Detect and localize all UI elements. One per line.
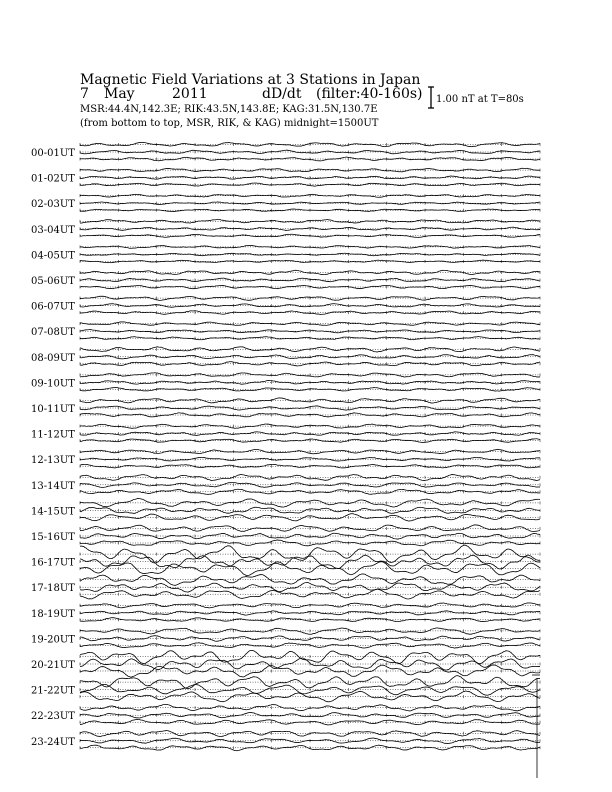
- quantity-label: dD/dt: [262, 86, 302, 102]
- hour-label: 23-24UT: [31, 736, 75, 748]
- hour-label: 14-15UT: [31, 506, 75, 518]
- hour-label: 11-12UT: [31, 429, 75, 441]
- trace-kag: [80, 347, 540, 352]
- hour-label: 03-04UT: [31, 224, 75, 236]
- hour-label: 00-01UT: [31, 148, 75, 159]
- filter-label: (filter:40-160s): [316, 86, 423, 102]
- hour-label: 21-22UT: [31, 685, 75, 697]
- trace-msr: [80, 665, 540, 677]
- trace-rik: [80, 738, 540, 743]
- chart-title: Magnetic Field Variations at 3 Stations in Japan: [80, 72, 421, 88]
- date-year: 2011: [172, 86, 208, 102]
- date-month: May: [104, 86, 135, 102]
- hour-label: 17-18UT: [31, 583, 75, 595]
- hour-label: 10-11UT: [31, 404, 75, 415]
- hour-label: 19-20UT: [31, 634, 75, 646]
- hour-label: 13-14UT: [31, 480, 75, 492]
- trace-msr: [80, 719, 540, 725]
- hour-label: 15-16UT: [31, 532, 75, 543]
- hour-label: 18-19UT: [31, 608, 75, 620]
- hour-label: 07-08UT: [31, 327, 75, 339]
- hour-label: 20-21UT: [31, 660, 75, 671]
- hour-label: 01-02UT: [31, 173, 75, 185]
- hour-label: 08-09UT: [31, 352, 75, 364]
- order-note: (from bottom to top, MSR, RIK, & KAG) midnight=1500UT: [80, 118, 379, 129]
- trace-msr: [80, 362, 540, 366]
- stations-line: MSR:44.4N,142.3E; RIK:43.5N,143.8E; KAG:31.5N,130.7E: [80, 104, 378, 115]
- hour-label: 09-10UT: [31, 378, 75, 390]
- trace-kag: [80, 731, 540, 737]
- trace-kag: [80, 704, 540, 710]
- hour-label: 04-05UT: [31, 250, 75, 262]
- hour-label: 05-06UT: [31, 276, 75, 287]
- hour-label: 02-03UT: [31, 199, 75, 211]
- trace-msr: [80, 589, 540, 599]
- scale-bar-label: 1.00 nT at T=80s: [436, 94, 524, 105]
- hour-label: 06-07UT: [31, 301, 75, 313]
- date-day: 7: [80, 86, 89, 102]
- hour-label: 22-23UT: [31, 711, 75, 723]
- hour-label: 12-13UT: [31, 455, 75, 467]
- hour-label: 16-17UT: [31, 557, 75, 569]
